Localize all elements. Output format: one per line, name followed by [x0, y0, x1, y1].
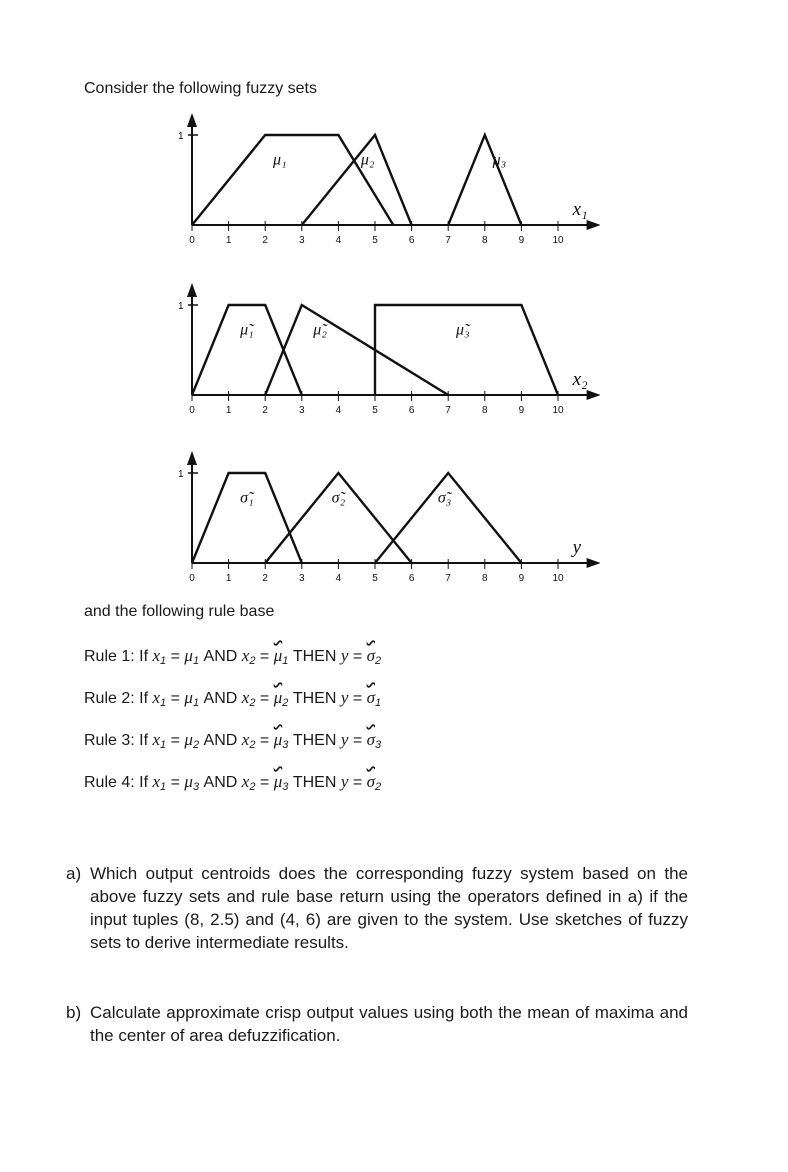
rule-set2: μ — [273, 688, 283, 707]
membership-function-1 — [192, 473, 302, 563]
x-tick-label: 6 — [408, 235, 415, 246]
rule-set1: μ — [184, 646, 193, 665]
y-axis-arrow — [187, 451, 197, 465]
set-label-1: μ̃₁ — [240, 321, 254, 339]
x-tick-label: 7 — [445, 405, 451, 416]
membership-function-3 — [448, 135, 521, 225]
rule-set1-sub: 3 — [192, 781, 200, 793]
rule-and: AND — [203, 732, 238, 749]
x-tick-label: 5 — [372, 235, 378, 246]
rule-and: AND — [203, 774, 238, 791]
rule-base-intro: and the following rule base — [84, 603, 275, 620]
x-tick-label: 0 — [189, 573, 195, 584]
rule-set1-sub: 1 — [192, 697, 200, 709]
x-tick-label: 0 — [189, 405, 195, 416]
rule-out-sub: 2 — [375, 781, 382, 793]
fuzzy-plot-x1 — [160, 105, 600, 255]
rule-eq: = — [352, 732, 363, 749]
set-label-3: σ̃₃ — [437, 489, 452, 507]
rule-var-x2-sub: 2 — [249, 697, 256, 709]
question-b — [66, 1001, 688, 1047]
question-a — [66, 862, 688, 954]
rule-var-y: y — [340, 772, 349, 791]
rule-var-x2: x — [241, 688, 250, 707]
rule-and: AND — [203, 690, 238, 707]
x-axis-arrow — [587, 390, 600, 400]
membership-function-2 — [302, 135, 412, 225]
x-tick-label: 9 — [518, 235, 525, 246]
rule-out: σ — [366, 730, 376, 749]
x-tick-label: 7 — [445, 573, 451, 584]
x-tick-label: 1 — [225, 235, 232, 246]
x-tick-label: 2 — [262, 405, 268, 416]
y-tick-label: 1 — [178, 131, 184, 142]
rule-out: σ — [366, 688, 376, 707]
fuzzy-plot-x2-svg — [160, 275, 600, 425]
fuzzy-plot-x2 — [160, 275, 600, 425]
membership-function-2 — [265, 473, 411, 563]
x-tick-label: 0 — [189, 235, 195, 246]
rule-prefix: Rule 1: If — [84, 648, 149, 665]
x-tick-label: 8 — [482, 235, 488, 246]
rule-var-x1: x — [152, 646, 161, 665]
rule-out: σ — [366, 772, 376, 791]
rule-2 — [84, 688, 381, 709]
rule-var-x1-sub: 1 — [160, 655, 167, 667]
rule-then: THEN — [292, 774, 337, 791]
x-tick-label: 5 — [372, 405, 378, 416]
rule-var-x2: x — [241, 772, 250, 791]
rule-eq: = — [170, 648, 180, 665]
x-tick-label: 3 — [299, 405, 305, 416]
x-tick-label: 8 — [482, 405, 488, 416]
rule-and: AND — [203, 648, 238, 665]
set-label-2: μ₂ — [360, 151, 375, 169]
rule-var-y: y — [340, 730, 349, 749]
rule-set1: μ — [184, 772, 193, 791]
question-b-label: b) — [66, 1003, 82, 1022]
rule-set2-sub: 2 — [282, 697, 289, 709]
rule-eq: = — [352, 690, 363, 707]
intro-text: Consider the following fuzzy sets — [84, 80, 317, 97]
rule-var-x2-sub: 2 — [249, 781, 256, 793]
membership-function-1 — [192, 305, 302, 395]
x-tick-label: 3 — [299, 573, 305, 584]
set-label-2: σ̃₂ — [331, 489, 346, 507]
rule-eq: = — [170, 690, 180, 707]
y-axis-arrow — [187, 113, 197, 127]
rule-var-x1: x — [152, 730, 161, 749]
rule-set1-sub: 2 — [192, 739, 200, 751]
x-tick-label: 6 — [408, 405, 415, 416]
question-b-text: Calculate approximate crisp output values using both the mean of maxima and the center of area defuzzification. — [90, 1003, 688, 1045]
axis-label: x₂ — [572, 369, 588, 390]
rule-var-x1-sub: 1 — [160, 781, 167, 793]
set-label-1: μ₁ — [273, 151, 287, 169]
rule-prefix: Rule 2: If — [84, 690, 149, 707]
rule-set1: μ — [184, 688, 193, 707]
fuzzy-plot-y — [160, 443, 600, 593]
rule-prefix: Rule 4: If — [84, 774, 149, 791]
x-tick-label: 4 — [335, 235, 342, 246]
rule-set1: μ — [184, 730, 193, 749]
rule-eq: = — [352, 648, 363, 665]
rule-set1-sub: 1 — [192, 655, 200, 667]
rule-var-x1: x — [152, 772, 161, 791]
rule-var-x1: x — [152, 688, 161, 707]
rule-out: σ — [366, 646, 376, 665]
x-tick-label: 10 — [552, 405, 564, 416]
x-tick-label: 4 — [335, 573, 342, 584]
rule-4 — [84, 772, 381, 793]
question-a-label: a) — [66, 864, 82, 883]
axis-label: y — [572, 537, 582, 558]
rule-prefix: Rule 3: If — [84, 732, 149, 749]
x-axis-arrow — [587, 558, 600, 568]
set-label-2: μ̃₂ — [313, 321, 327, 339]
x-tick-label: 2 — [262, 573, 268, 584]
rule-then: THEN — [292, 732, 337, 749]
rule-eq: = — [170, 732, 180, 749]
fuzzy-plot-x1-svg — [160, 105, 600, 255]
x-tick-label: 9 — [518, 405, 525, 416]
rule-set2: μ — [273, 646, 283, 665]
rule-var-x2-sub: 2 — [249, 655, 256, 667]
rule-eq: = — [170, 774, 180, 791]
fuzzy-plot-y-svg — [160, 443, 600, 593]
rule-set2-sub: 3 — [282, 781, 289, 793]
y-tick-label: 1 — [178, 469, 184, 480]
rule-var-y: y — [340, 646, 349, 665]
set-label-3: μ̃₃ — [456, 321, 470, 339]
rule-out-sub: 1 — [375, 697, 382, 709]
x-tick-label: 10 — [552, 573, 564, 584]
rule-then: THEN — [292, 690, 337, 707]
rule-var-x2-sub: 2 — [249, 739, 256, 751]
x-axis-arrow — [587, 220, 600, 230]
x-tick-label: 8 — [482, 573, 488, 584]
x-tick-label: 6 — [408, 573, 415, 584]
rule-3 — [84, 730, 381, 751]
x-tick-label: 1 — [225, 405, 232, 416]
x-tick-label: 9 — [518, 573, 525, 584]
rule-out-sub: 2 — [375, 655, 382, 667]
question-a-text: Which output centroids does the corresponding fuzzy system based on the above fuzzy sets and rule base return using the operators defined in a) if the input tuples (8, 2.5) and (4, 6) are given to the system. Use sketches of fuzzy sets to derive intermediate results. — [90, 864, 688, 952]
rule-set2: μ — [273, 772, 283, 791]
rule-var-x2: x — [241, 730, 250, 749]
rule-then: THEN — [292, 648, 337, 665]
y-axis-arrow — [187, 283, 197, 297]
x-tick-label: 2 — [262, 235, 268, 246]
x-tick-label: 10 — [552, 235, 564, 246]
x-tick-label: 3 — [299, 235, 305, 246]
rule-set2-sub: 3 — [282, 739, 289, 751]
rule-out-sub: 3 — [375, 739, 382, 751]
rule-var-y: y — [340, 688, 349, 707]
rule-set2: μ — [273, 730, 283, 749]
x-tick-label: 4 — [335, 405, 342, 416]
x-tick-label: 1 — [225, 573, 232, 584]
membership-function-3 — [375, 305, 558, 395]
rule-eq: = — [259, 648, 270, 665]
x-tick-label: 5 — [372, 573, 378, 584]
rule-eq: = — [259, 732, 270, 749]
rule-eq: = — [259, 690, 270, 707]
axis-label: x₁ — [572, 199, 588, 220]
membership-function-3 — [375, 473, 521, 563]
set-label-1: σ̃₁ — [240, 489, 254, 507]
membership-function-2 — [265, 305, 448, 395]
rule-var-x1-sub: 1 — [160, 697, 167, 709]
y-tick-label: 1 — [178, 301, 184, 312]
rule-eq: = — [352, 774, 363, 791]
rule-var-x1-sub: 1 — [160, 739, 167, 751]
set-label-3: μ₃ — [492, 151, 507, 169]
rule-var-x2: x — [241, 646, 250, 665]
rule-1 — [84, 646, 381, 667]
rule-eq: = — [259, 774, 270, 791]
x-tick-label: 7 — [445, 235, 451, 246]
rule-set2-sub: 1 — [282, 655, 289, 667]
